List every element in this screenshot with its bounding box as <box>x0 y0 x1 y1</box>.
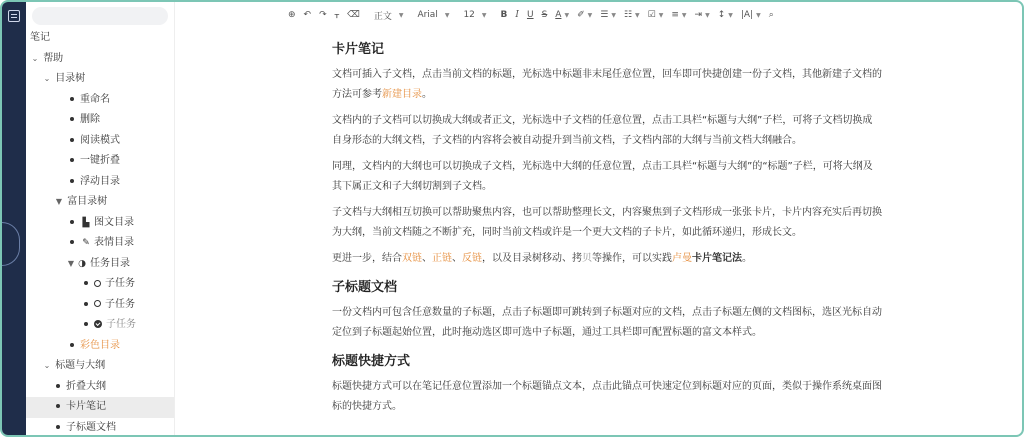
tree-item-label: 表情目录 <box>94 237 134 248</box>
font-color-label: A <box>555 10 562 20</box>
tree-item-label: 折叠大纲 <box>66 380 106 392</box>
chevron-down-icon: ▼ <box>564 11 570 19</box>
bullet-icon <box>70 97 74 101</box>
tree-item-subtask[interactable] <box>26 295 174 316</box>
tree-item-label: 笔记 <box>30 32 50 43</box>
paragraph: 一份文档内可包含任意数量的子标题，点击子标题即可跳转到子标题对应的文档，点击子标题左侧的文档图标，选区光标自动定位到子标题起始位置，此时拖动选区即可选中子标题，通过工具栏即可配置标题的富文本样式。 <box>332 307 882 338</box>
bold-text: 卡片笔记法 <box>692 253 742 264</box>
tree-item-rich-tree[interactable] <box>26 192 174 213</box>
sidebar-toggle-handle[interactable] <box>2 222 20 266</box>
heading-subheading-docs: 子标题文档 <box>332 280 398 295</box>
heading-card-notes: 卡片笔记 <box>332 42 385 57</box>
text: 。 <box>742 253 752 264</box>
tree-item-task-toc[interactable] <box>26 254 174 275</box>
tree-item-label: 子任务 <box>106 319 136 330</box>
tree-item-color-toc[interactable] <box>26 336 174 357</box>
undo-icon[interactable]: ↶ <box>303 10 312 20</box>
font-color-button[interactable] <box>555 6 569 24</box>
tree-item-label: 阅读模式 <box>80 134 120 146</box>
highlight-icon[interactable]: ✐ ▼ <box>577 10 593 20</box>
document-body[interactable] <box>332 35 882 423</box>
tree-item-floating-toc[interactable] <box>26 172 174 193</box>
chevron-down-icon[interactable]: ⌄ <box>31 53 39 63</box>
tree-item-fold-all[interactable] <box>26 151 174 172</box>
tree-item-read-mode[interactable] <box>26 131 174 152</box>
format-painter-icon[interactable]: ᚁ <box>334 10 340 20</box>
bullet-icon <box>56 425 60 429</box>
italic-button[interactable]: I <box>515 10 519 20</box>
bullet-icon <box>56 384 60 388</box>
bullet-icon <box>70 138 74 142</box>
tree-item-label: 任务目录 <box>90 257 130 269</box>
tree-item-label: 一键折叠 <box>80 155 120 166</box>
chevron-down-icon[interactable]: ⌄ <box>43 361 51 370</box>
tree-item-label: 图文目录 <box>94 216 134 228</box>
paragraph <box>332 249 882 269</box>
bold-button[interactable]: B <box>500 10 508 20</box>
search-icon[interactable]: ⌕ <box>768 10 774 20</box>
tree-item-delete[interactable] <box>26 110 174 131</box>
tree-item-label: 子任务 <box>105 278 135 289</box>
tree-item-card-notes[interactable] <box>26 397 174 418</box>
bullet-icon <box>70 117 74 121</box>
text-direction-label: |A| <box>740 10 754 20</box>
link-new-toc[interactable]: 新建目录 <box>382 89 422 100</box>
strikethrough-button[interactable]: S <box>541 10 548 20</box>
paragraph-style-value: 正文 <box>373 11 392 22</box>
heading-shortcuts: 标题快捷方式 <box>332 354 411 369</box>
font-family-select[interactable] <box>417 6 449 24</box>
bullet-icon <box>70 179 74 183</box>
left-rail <box>2 2 26 437</box>
font-size-select[interactable] <box>463 6 486 24</box>
clear-format-icon[interactable]: ⌫ <box>347 10 360 20</box>
text: 、 <box>422 253 432 264</box>
tree-item-label: 删除 <box>80 114 100 125</box>
tree-item-label: 标题与大纲 <box>55 360 106 371</box>
text: 贝 <box>582 253 592 264</box>
text: ，以及目录树移动、拷 <box>482 253 582 264</box>
chevron-down-icon: ▼ <box>398 11 404 19</box>
paragraph: 文档内的子文档可以切换成大纲或者正文，光标选中子文档的任意位置，点击工具栏“标题与大纲”子栏，可将子文档切换成自身形态的大纲文档，子文档的内容将会被自动提升到当前文档，子文档内部的大纲与当前文档大纲融合。 <box>332 115 873 146</box>
redo-icon[interactable]: ↷ <box>319 10 327 20</box>
search-input[interactable] <box>32 7 168 25</box>
checkbox-empty-icon[interactable] <box>94 280 101 287</box>
font-family-value: Arial <box>417 10 438 20</box>
tree-item-directory-tree[interactable] <box>26 69 174 90</box>
bullet-icon <box>56 404 60 408</box>
paragraph <box>332 65 882 105</box>
tree-item-subtask-done[interactable] <box>26 315 174 336</box>
chevron-down-icon: ▼ <box>728 11 733 19</box>
tree-item-label: 浮动目录 <box>80 175 120 187</box>
tree-item-label: 帮助 <box>43 52 64 64</box>
font-size-value: 12 <box>463 10 475 20</box>
emoji-icon: ✎ <box>82 238 90 248</box>
caret-down-icon[interactable]: ▼ <box>55 197 63 206</box>
indent-icon[interactable]: ⇥ ▼ <box>694 10 710 20</box>
link-forward[interactable]: 正链 <box>432 253 452 264</box>
paragraph-style-select[interactable] <box>374 6 404 24</box>
caret-down-icon[interactable]: ▼ <box>67 258 75 268</box>
chevron-down-icon: ▼ <box>444 11 450 19</box>
tree-item-emoji-toc[interactable] <box>26 233 174 254</box>
paragraph: 标题快捷方式可以在笔记任意位置添加一个标题锚点文本，点击此锚点可快速定位到标题对应的页面，类似于操作系统桌面图标的快捷方式。 <box>332 381 882 412</box>
tree-item-label: 重命名 <box>80 93 110 105</box>
chevron-down-icon: ▼ <box>481 11 487 19</box>
chevron-down-icon: ▼ <box>658 11 664 19</box>
link-backward[interactable]: 反链 <box>462 253 482 264</box>
text: 。 <box>422 89 432 100</box>
tree-item-subtask[interactable] <box>26 274 174 295</box>
tree-item-label: 子任务 <box>105 298 135 310</box>
tree-item-heading-outline[interactable] <box>26 356 174 377</box>
chevron-down-icon: ▼ <box>587 11 593 19</box>
link-bidirectional[interactable]: 双链 <box>402 253 422 264</box>
chevron-down-icon: ▼ <box>635 11 640 19</box>
bullet-icon <box>70 240 74 244</box>
text-direction-button[interactable] <box>741 6 761 24</box>
sidebar <box>26 2 175 437</box>
insert-icon[interactable]: ⊕ <box>288 10 296 20</box>
chevron-down-icon: ▼ <box>681 11 687 19</box>
numbered-list-icon[interactable]: ☷ ▼ <box>623 10 640 20</box>
tree-item-label: 子标题文档 <box>66 421 116 433</box>
tree-item-subheading-docs[interactable] <box>26 418 174 437</box>
bullet-icon <box>84 302 88 306</box>
bullet-icon <box>84 281 88 285</box>
line-height-icon[interactable]: ↕ ▼ <box>717 10 733 20</box>
tree-item-image-toc[interactable] <box>26 213 174 234</box>
link-luhmann[interactable]: 卢曼 <box>672 253 692 264</box>
tree-item-notes[interactable] <box>26 28 174 49</box>
checkbox-checked-icon[interactable] <box>94 320 102 328</box>
image-icon: ▙ <box>82 217 90 228</box>
notebook-icon[interactable] <box>8 10 20 22</box>
bullet-icon <box>70 220 74 224</box>
bullet-icon <box>70 343 74 347</box>
task-list-icon[interactable]: ☑ ▼ <box>647 10 664 20</box>
text: 等操作，可以实践 <box>592 253 672 264</box>
paragraph: 子文档与大纲相互切换可以帮助聚焦内容，也可以帮助整理长文，内容聚焦到子文档形成一张张卡片，卡片内容充实后再切换为大纲，当前文档随之不断扩充，同时当前文档或许是一个更大文档的子卡片，如此循环递归，形成长文。 <box>332 207 882 238</box>
chevron-down-icon: ▼ <box>705 11 710 19</box>
tree-item-help[interactable] <box>26 49 174 70</box>
tree-item-rename[interactable] <box>26 90 174 111</box>
editor-toolbar <box>174 2 1024 28</box>
bullet-list-icon[interactable]: ☰ ▼ <box>600 10 616 20</box>
chevron-down-icon: ▼ <box>756 11 761 19</box>
text: 更进一步，结合 <box>332 253 402 264</box>
task-icon: ◑ <box>78 258 86 269</box>
tree-item-label: 富目录树 <box>67 196 108 207</box>
text: 、 <box>452 253 462 264</box>
align-icon[interactable]: ≡ ▼ <box>671 10 687 20</box>
underline-button[interactable]: U <box>526 10 534 20</box>
bullet-icon <box>84 322 88 326</box>
tree-item-label: 卡片笔记 <box>66 401 106 412</box>
checkbox-empty-icon[interactable] <box>94 300 101 307</box>
directory-tree <box>26 28 174 437</box>
chevron-down-icon[interactable]: ⌄ <box>43 74 51 83</box>
chevron-down-icon: ▼ <box>611 11 616 19</box>
tree-item-fold-outline[interactable] <box>26 377 174 398</box>
text: 文档可插入子文档，点击当前文档的标题，光标选中标题非末尾任意位置，回车即可快捷创建一份子文档，其他新建子文档的方法可参考 <box>332 69 882 100</box>
tree-item-label: 彩色目录 <box>80 339 120 351</box>
paragraph: 同理，文档内的大纲也可以切换成子文档，光标选中大纲的任意位置，点击工具栏“标题与大纲”的“标题”子栏，可将大纲及其下属正文和子大纲切割到子文档。 <box>332 161 873 192</box>
bullet-icon <box>70 158 74 162</box>
tree-item-label: 目录树 <box>55 73 86 84</box>
